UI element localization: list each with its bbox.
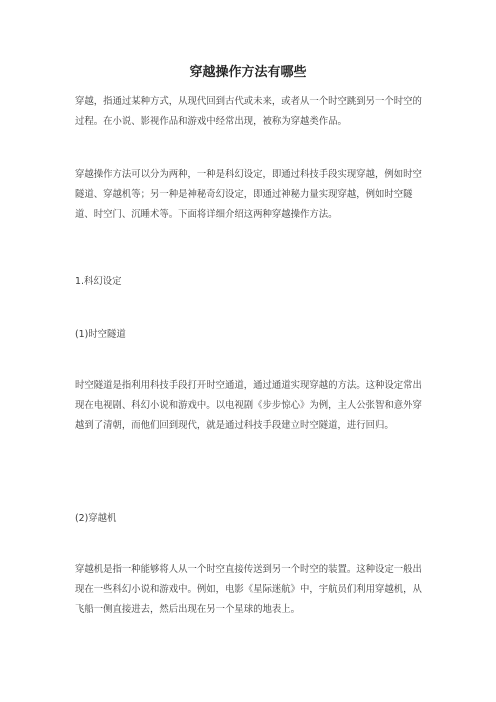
- paragraph-tunnel: 时空隧道是指利用科技手段打开时空通道，通过通道实现穿越的方法。这种设定常出现在电视剧、科幻小说和游戏中。以电视剧《步步惊心》为例，主人公张智和意外穿越到了清朝，而他们回到现代，就是通过科技手段建立时空隧道，进行回归。: [75, 380, 422, 431]
- section-heading-scifi: 1.科幻设定: [75, 276, 122, 287]
- subsection-heading-tunnel: (1)时空隧道: [75, 329, 126, 340]
- document-title: 穿越操作方法有哪些: [189, 65, 307, 80]
- paragraph-overview: 穿越操作方法可以分为两种，一种是科幻设定，即通过科技手段实现穿越，例如时空隧道、穿越机等；另一种是神秘奇幻设定，即通过神秘力量实现穿越，例如时空隧道、时空门、沉睡术等。下面将详细介绍这两种穿越操作方法。: [75, 169, 422, 220]
- paragraph-machine: 穿越机是指一种能够将人从一个时空直接传送到另一个时空的装置。这种设定一般出现在一些科幻小说和游戏中。例如，电影《星际迷航》中，宇航员们利用穿越机，从飞船一侧直接进去，然后出现在另一个星球的地表上。: [75, 564, 422, 615]
- paragraph-intro: 穿越，指通过某种方式，从现代回到古代或未来，或者从一个时空跳到另一个时空的过程。在小说、影视作品和游戏中经常出现，被称为穿越类作品。: [75, 96, 422, 127]
- subsection-heading-machine: (2)穿越机: [75, 513, 117, 524]
